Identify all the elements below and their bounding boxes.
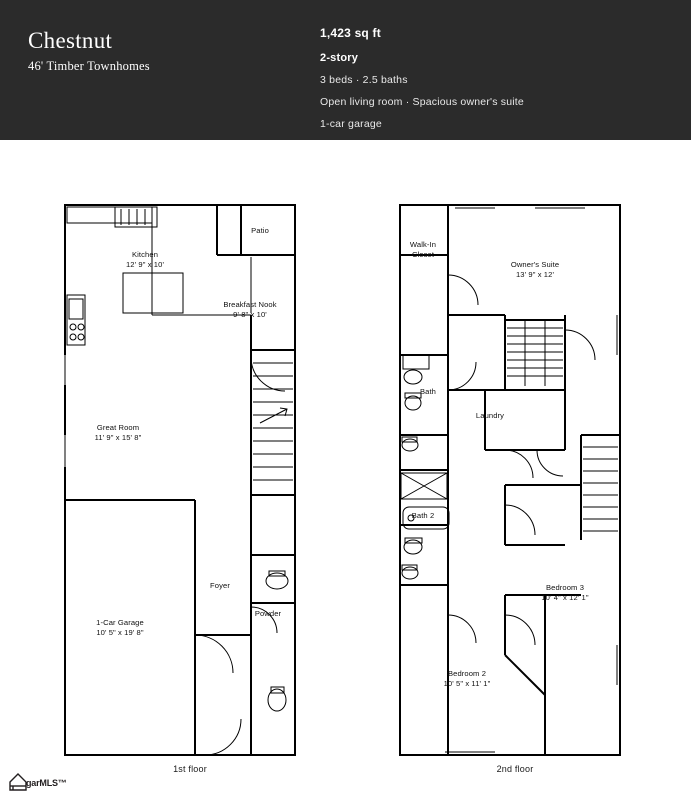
room-label-laundry: Laundry (475, 411, 505, 420)
first-floor-plan (55, 195, 305, 765)
room-label-great-room: Great Room 11' 9" x 15' 8" (94, 423, 142, 442)
room-label-patio: Patio (251, 226, 269, 235)
room-label-walk-in-closet: Walk-In Closet (409, 240, 437, 259)
spec-list (320, 26, 660, 140)
room-label-foyer: Foyer (210, 581, 230, 590)
spec-garage: 1-car garage (320, 118, 382, 130)
room-label-garage: 1-Car Garage 10' 5" x 19' 8" (96, 618, 144, 637)
second-floor-caption: 2nd floor (496, 764, 534, 774)
spec-stories: 2-story (320, 52, 359, 64)
room-label-bath-2: Bath 2 (411, 511, 435, 520)
spec-features: Open living room · Spacious owner's suite (320, 96, 524, 108)
room-label-bedroom-3: Bedroom 3 10' 4" x 12' 1" (541, 583, 589, 602)
first-floor-caption: 1st floor (173, 764, 207, 774)
mls-logo (8, 770, 88, 794)
floor-plans-area (0, 140, 691, 800)
room-label-kitchen: Kitchen 12' 9" x 10' (125, 250, 165, 269)
page-title: Chestnut (28, 28, 113, 53)
mls-label: garMLS™ (26, 778, 67, 788)
room-label-breakfast-nook: Breakfast Nook 9' 8" x 10' (223, 300, 277, 319)
header-band (0, 0, 691, 140)
room-label-powder: Powder (254, 609, 282, 618)
room-label-owners-suite: Owner's Suite 13' 9" x 12' (510, 260, 560, 279)
spec-beds-baths: 3 beds · 2.5 baths (320, 74, 408, 86)
room-label-bedroom-2: Bedroom 2 10' 5" x 11' 1" (443, 669, 491, 688)
house-icon (8, 770, 28, 792)
room-label-bath: Bath (419, 387, 437, 396)
spec-square-feet: 1,423 sq ft (320, 26, 381, 40)
plan-subtitle: 46' Timber Townhomes (28, 59, 150, 73)
